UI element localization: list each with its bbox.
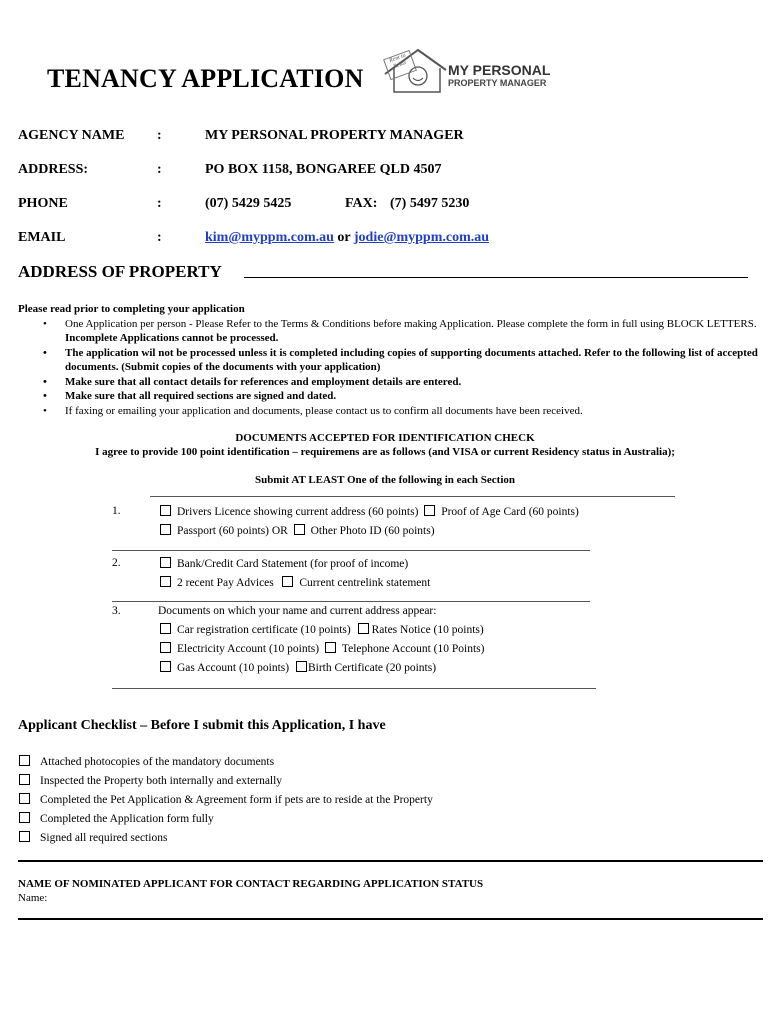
checkbox[interactable] (160, 661, 171, 672)
list-item: Attached photocopies of the mandatory documents (19, 755, 274, 768)
doc-electricity: Electricity Account (10 points) (177, 643, 320, 655)
colon: : (157, 230, 162, 245)
section-number: 1. (112, 505, 121, 517)
doc-proof-of-age: Proof of Age Card (60 points) (441, 506, 579, 518)
fax-value: (7) 5497 5230 (390, 196, 470, 211)
checkbox[interactable] (160, 623, 171, 634)
doc-gas: Gas Account (10 points) (177, 662, 290, 674)
email-label: EMAIL (18, 230, 66, 245)
email-or: or (337, 230, 351, 245)
doc-bank-statement: Bank/Credit Card Statement (for proof of income) (177, 558, 409, 570)
doc-passport: Passport (60 points) OR (177, 525, 288, 537)
phone-value: (07) 5429 5425 (205, 196, 292, 211)
list-item: • Make sure that all required sections are signed and dated. (43, 390, 337, 402)
instructions (18, 302, 758, 418)
logo-line1: MY PERSONAL (448, 62, 551, 78)
fax-label: FAX: (345, 196, 378, 211)
list-item: • One Application per person - Please Refer to the Terms & Conditions before making Application. Please complete the form in full using BLOCK LETTERS. Incomplete Applications cannot be processed. (43, 317, 757, 344)
address-value: PO BOX 1158, BONGAREE QLD 4507 (205, 162, 442, 177)
nominated-heading: NAME OF NOMINATED APPLICANT FOR CONTACT REGARDING APPLICATION STATUS (18, 878, 484, 890)
logo-tag: Rent to Relax (383, 50, 417, 80)
address-of-property-label: ADDRESS OF PROPERTY (18, 262, 222, 281)
agency-name-value: MY PERSONAL PROPERTY MANAGER (205, 128, 464, 143)
checkbox[interactable] (19, 755, 30, 766)
checkbox[interactable] (294, 524, 305, 535)
doc-rates-notice: Rates Notice (10 points) (371, 624, 484, 636)
section-number: 2. (112, 557, 121, 569)
list-item: Signed all required sections (19, 831, 167, 844)
checkbox[interactable] (19, 812, 30, 823)
docs-s3-intro: Documents on which your name and current address appear: (158, 605, 437, 617)
checkbox[interactable] (160, 505, 171, 516)
list-item: Completed the Application form fully (19, 812, 214, 825)
checkbox[interactable] (325, 642, 336, 653)
address-of-property-field[interactable] (244, 277, 748, 278)
checkbox[interactable] (358, 623, 369, 634)
doc-centrelink: Current centrelink statement (299, 577, 431, 589)
list-item: • If faxing or emailing your application and documents, please contact us to confirm all documents have been received. (43, 404, 583, 417)
name-field[interactable] (60, 892, 750, 906)
docs-heading: DOCUMENTS ACCEPTED FOR IDENTIFICATION CHECK (235, 432, 535, 444)
checkbox[interactable] (424, 505, 435, 516)
colon: : (157, 162, 162, 177)
doc-pay-advices: 2 recent Pay Advices (177, 577, 274, 589)
doc-car-registration: Car registration certificate (10 points) (177, 624, 351, 636)
checkbox[interactable] (282, 576, 293, 587)
checkbox[interactable] (160, 524, 171, 535)
doc-drivers-licence: Drivers Licence showing current address (60 points) (177, 506, 419, 518)
checklist-title: Applicant Checklist – Before I submit this Application, I have (18, 718, 386, 733)
email-link-kim[interactable]: kim@myppm.com.au (205, 230, 334, 245)
colon: : (157, 196, 162, 211)
divider (150, 496, 675, 497)
page-title: TENANCY APPLICATION (47, 64, 364, 93)
divider (18, 860, 763, 862)
name-label: Name: (18, 892, 48, 904)
agency-name-label: AGENCY NAME (18, 128, 125, 143)
phone-label: PHONE (18, 196, 68, 211)
checkbox[interactable] (160, 642, 171, 653)
checkbox[interactable] (160, 557, 171, 568)
logo-line2: PROPERTY MANAGER (448, 78, 547, 88)
checkbox[interactable] (160, 576, 171, 587)
section-number: 3. (112, 605, 121, 617)
list-item: Inspected the Property both internally and externally (19, 774, 282, 787)
address-label: ADDRESS: (18, 162, 89, 177)
doc-other-photo-id: Other Photo ID (60 points) (310, 525, 435, 537)
divider (112, 688, 596, 689)
doc-telephone: Telephone Account (10 Points) (341, 643, 485, 655)
docs-agree: I agree to provide 100 point identification – requiremens are as follows (and VISA or current Residency status in Australia); (95, 446, 675, 458)
docs-submit: Submit AT LEAST One of the following in each Section (254, 474, 516, 486)
divider (18, 918, 763, 920)
checkbox[interactable] (19, 793, 30, 804)
list-item: • Make sure that all contact details for references and employment details are entered. (43, 375, 462, 388)
checkbox[interactable] (19, 774, 30, 785)
divider (112, 601, 590, 602)
checkbox[interactable] (19, 831, 30, 842)
company-logo (380, 46, 570, 96)
instructions-heading: Please read prior to completing your application (18, 303, 245, 315)
email-link-jodie[interactable]: jodie@myppm.com.au (353, 230, 490, 245)
divider (112, 550, 590, 551)
list-item: • The application wil not be processed unless it is completed including copies of supporting documents attached. Refer to the following list of accepted documents. (Submit copies of the documents with your application) (43, 346, 758, 373)
colon: : (157, 128, 162, 143)
list-item: Completed the Pet Application & Agreement form if pets are to reside at the Property (19, 793, 433, 806)
checkbox[interactable] (296, 661, 307, 672)
doc-birth-certificate: Birth Certificate (20 points) (307, 662, 437, 674)
